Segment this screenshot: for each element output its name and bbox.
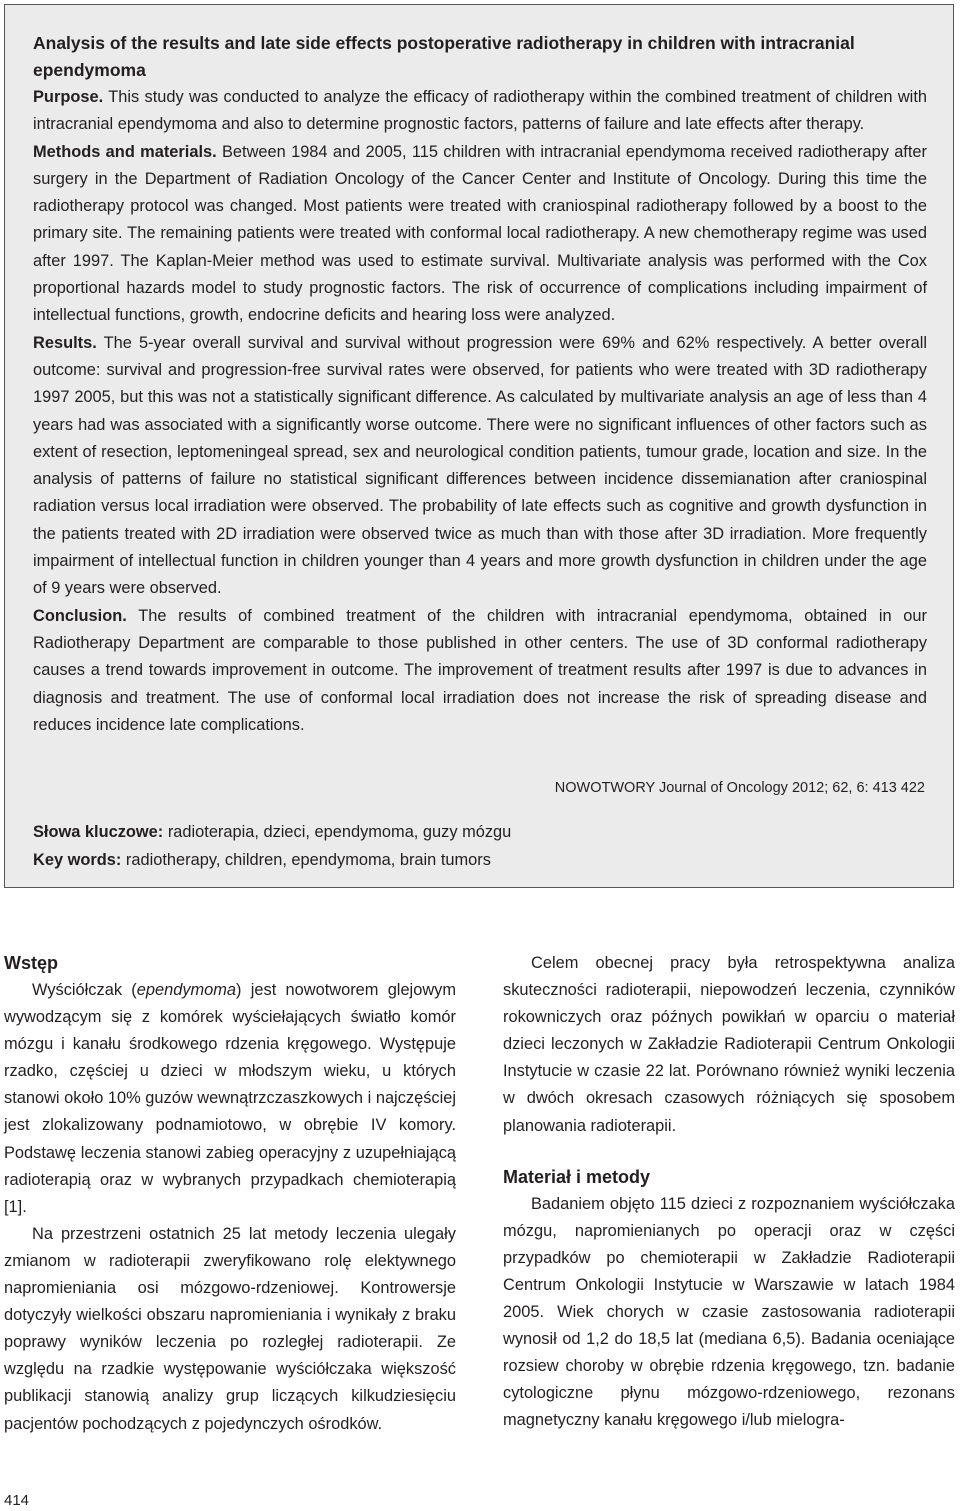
purpose-text: This study was conducted to analyze the efficacy of radiotherapy within the combined treatment of children with intracranial ependymoma and also to determine prognostic factors, patterns of failure and late effects after therapy. <box>33 88 927 134</box>
intro-heading: Wstęp <box>4 953 58 973</box>
aim-paragraph: Celem obecnej pracy była retrospektywna analiza skuteczności radioterapii, niepowodzeń leczenia, czynników rokowniczych oraz późnych powikłań w oparciu o materiał dzieci leczonych w Zakładzie Radioterapii Centrum Onkologii Instytucie w czasie 22 lat. Porównano również wyniki leczenia w dwóch okresach czasowych różniących się sposobem planowania radioterapii. <box>503 954 955 1135</box>
results-text: The 5-year overall survival and survival without progression were 69% and 62% respectively. A better overall outcome: survival and progression-free survival rates were observed, for patients who were treated with 3D radiotherapy 1997 2005, but this was not a statistically significant difference. As calculated by multivariate analysis an age of less than 4 years had was associated with a significantly worse outcome. There were no significant influences of other factors such as extent of resection, leptomeningeal spread, sex and neurological condition patients, tumour grade, location and size. In the analysis of patterns of failure no statistical significant differences between incidence dissemianation after craniospinal radiation versus local irradiation were observed. The probability of late effects such as cognitive and growth dysfunction in the patients treated with 2D irradiation were observed twice as much than with those after 3D irradiation. More frequently impairment of intellectual function in children younger than 4 years and more growth dysfunction in children under the age of 9 years were observed. <box>33 333 927 598</box>
keywords-english-label: Key words: <box>33 850 122 869</box>
intro-paragraph-1 <box>4 977 456 1221</box>
abstract-conclusion <box>33 603 927 739</box>
abstract-title: Analysis of the results and late side effects postoperative radiotherapy in children with intracranial ependymoma <box>33 33 855 80</box>
methods-heading: Materiał i metody <box>503 1166 651 1187</box>
results-label: Results. <box>33 333 97 352</box>
conclusion-text: The results of combined treatment of the children with intracranial ependymoma, obtained in our Radiotherapy Department are comparable to those published in other centers. The use of 3D conformal radiotherapy causes a trend towards improvement in outcome. The improvement of treatment results after 1997 is due to advances in diagnosis and treatment. The use of conformal local irradiation does not increase the risk of spreading disease and reduces incidence late complications. <box>33 606 927 734</box>
purpose-label: Purpose. <box>33 88 104 106</box>
keywords-english <box>33 847 511 875</box>
abstract-methods <box>33 139 927 330</box>
intro-paragraph-2: Na przestrzeni ostatnich 25 lat metody leczenia ulegały zmianom w radioterapii zweryfikowano rolę elektywnego napromieniania osi mózgowo-rdzeniowej. Kontrowersje dotyczyły wielkości obszaru napromieniania i wynikały z braku poprawy wyników leczenia po rozległej radioterapii. Ze względu na rzadkie występowanie wyściółczaka większość publikacji stanowią analizy grup liczących kilkudziesięciu pacjentów pochodzących z pojedynczych ośrodków. <box>4 1224 456 1433</box>
keywords-polish-text: radioterapia, dzieci, ependymoma, guzy mózgu <box>167 823 512 841</box>
methods-paragraph: Badaniem objęto 115 dzieci z rozpoznaniem wyściółczaka mózgu, napromienianych po operacji oraz w części przypadków po chemioterapii w Zakładzie Radioterapii Centrum Onkologii Instytucie w Warszawie w latach 1984 2005. Wiek chorych w czasie zastosowania radioterapii wynosił od 1,2 do 18,5 lat (mediana 6,5). Badania oceniające rozsiew choroby w obrębie rdzenia kręgowego, tzn. badanie cytologiczne płynu mózgowo-rdzeniowego, rezonans magnetyczny kanału kręgowego i/lub mielogra- <box>503 1194 955 1430</box>
abstract-purpose <box>33 84 927 139</box>
abstract-results <box>33 330 927 603</box>
left-column <box>4 950 456 1438</box>
intro-p1-start: Wyściółczak ( <box>32 981 137 999</box>
keywords-block <box>33 819 511 874</box>
conclusion-label: Conclusion. <box>33 606 127 625</box>
intro-p1-end: ) jest nowotworem glejowym wywodzącym się z komórek wyściełających światło komór mózgu i kanału środkowego rdzenia kręgowego. Występuje rzadko, częściej u dzieci w młodszym wieku, u których stanowi około 10% guzów wewnątrzczaszkowych i najczęściej jest zlokalizowany podnamiotowo, w obrębie IV komory. Podstawę leczenia stanowi zabieg operacyjny z uzupełniającą radioterapią oraz w wybranych przypadkach chemioterapią [1]. <box>4 981 457 1216</box>
abstract-box <box>4 4 954 888</box>
methods-label: Methods and materials. <box>33 142 217 161</box>
page-number: 414 <box>4 1492 30 1509</box>
right-column <box>503 950 955 1435</box>
intro-p1-italic: ependymoma <box>136 981 237 999</box>
methods-text: Between 1984 and 2005, 115 children with intracranial ependymoma received radiotherapy after surgery in the Department of Radiation Oncology of the Cancer Center and Institute of Oncology. During this time the radiotherapy protocol was changed. Most patients were treated with craniospinal radiotherapy followed by a boost to the primary site. The remaining patients were treated with conformal local radiotherapy. A new chemotherapy regime was used after 1997. The Kaplan-Meier method was used to estimate survival. Multivariate analysis was performed with the Cox proportional hazards model to study prognostic factors. The risk of occurrence of complications including impairment of intellectual functions, growth, endocrine deficits and hearing loss were analyzed. <box>33 142 927 325</box>
keywords-english-text: radiotherapy, children, ependymoma, brain tumors <box>125 850 491 869</box>
keywords-polish-label: Słowa kluczowe: <box>33 823 164 841</box>
keywords-polish <box>33 819 511 847</box>
journal-citation: NOWOTWORY Journal of Oncology 2012; 62, 6: 413 422 <box>554 780 925 796</box>
